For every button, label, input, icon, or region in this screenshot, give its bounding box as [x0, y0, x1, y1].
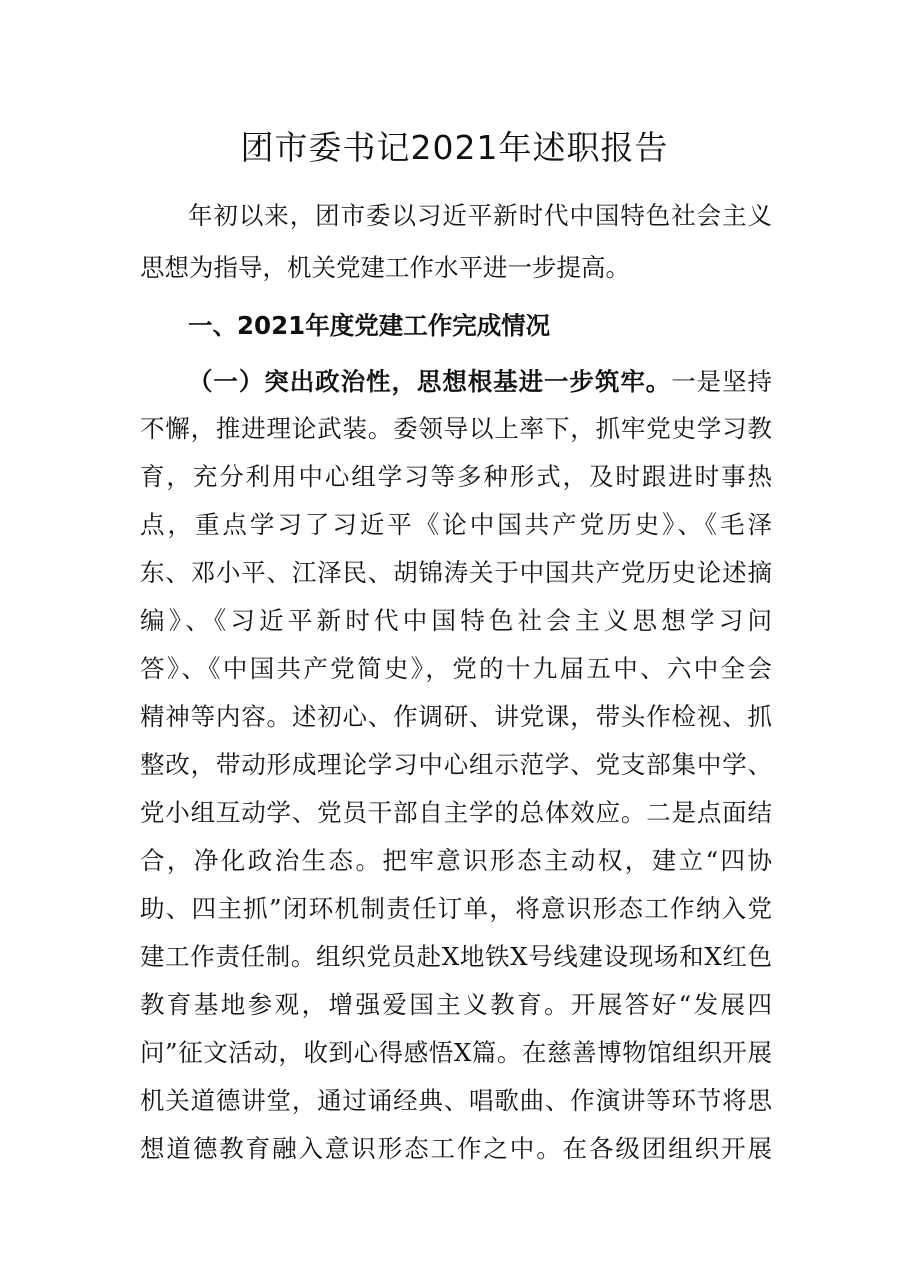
body-line: 东、邓小平、江泽民、胡锦涛关于中国共产党历史论述摘	[140, 558, 772, 587]
body-line: 答》、《中国共产党简史》，党的十九届五中、六中全会	[140, 654, 772, 683]
body-line: 教育基地参观，增强爱国主义教育。开展答好“发展四	[140, 990, 772, 1019]
body-line: 党小组互动学、党员干部自主学的总体效应。二是点面结	[140, 798, 772, 827]
subsection-lead-text: 一是坚持	[671, 367, 772, 396]
body-line: 机关道德讲堂，通过诵经典、唱歌曲、作演讲等环节将思	[140, 1086, 772, 1115]
body-line: 点，重点学习了习近平《论中国共产党历史》、《毛泽	[140, 510, 772, 539]
body-line: 整改，带动形成理论学习中心组示范学、党支部集中学、	[140, 750, 772, 779]
body-line: 不懈，推进理论武装。委领导以上率下，抓牢党史学习教	[140, 414, 772, 443]
body-line: 助、四主抓”闭环机制责任订单，将意识形态工作纳入党	[140, 894, 772, 923]
subsection-lead-line	[188, 362, 772, 402]
body-line: 想道德教育融入意识形态工作之中。在各级团组织开展	[140, 1134, 772, 1163]
document-title: 团市委书记2021年述职报告	[240, 128, 669, 167]
body-line: 编》、《习近平新时代中国特色社会主义思想学习问	[140, 606, 772, 635]
body-line: 育，充分利用中心组学习等多种形式，及时跟进时事热	[140, 462, 772, 491]
intro-line-1: 年初以来，团市委以习近平新时代中国特色社会主义	[188, 201, 772, 230]
body-line: 精神等内容。述初心、作调研、讲党课，带头作检视、抓	[140, 702, 772, 731]
body-line: 建工作责任制。组织党员赴X地铁X号线建设现场和X红色	[140, 942, 772, 971]
body-line: 合，净化政治生态。把牢意识形态主动权，建立“四协	[140, 846, 772, 875]
body-line: 问”征文活动，收到心得感悟X篇。在慈善博物馆组织开展	[140, 1038, 772, 1067]
section-heading: 一、2021年度党建工作完成情况	[188, 311, 551, 340]
subsection-heading: （一）突出政治性，思想根基进一步筑牢。	[188, 367, 672, 396]
intro-line-2: 思想为指导，机关党建工作水平进一步提高。	[140, 253, 630, 282]
